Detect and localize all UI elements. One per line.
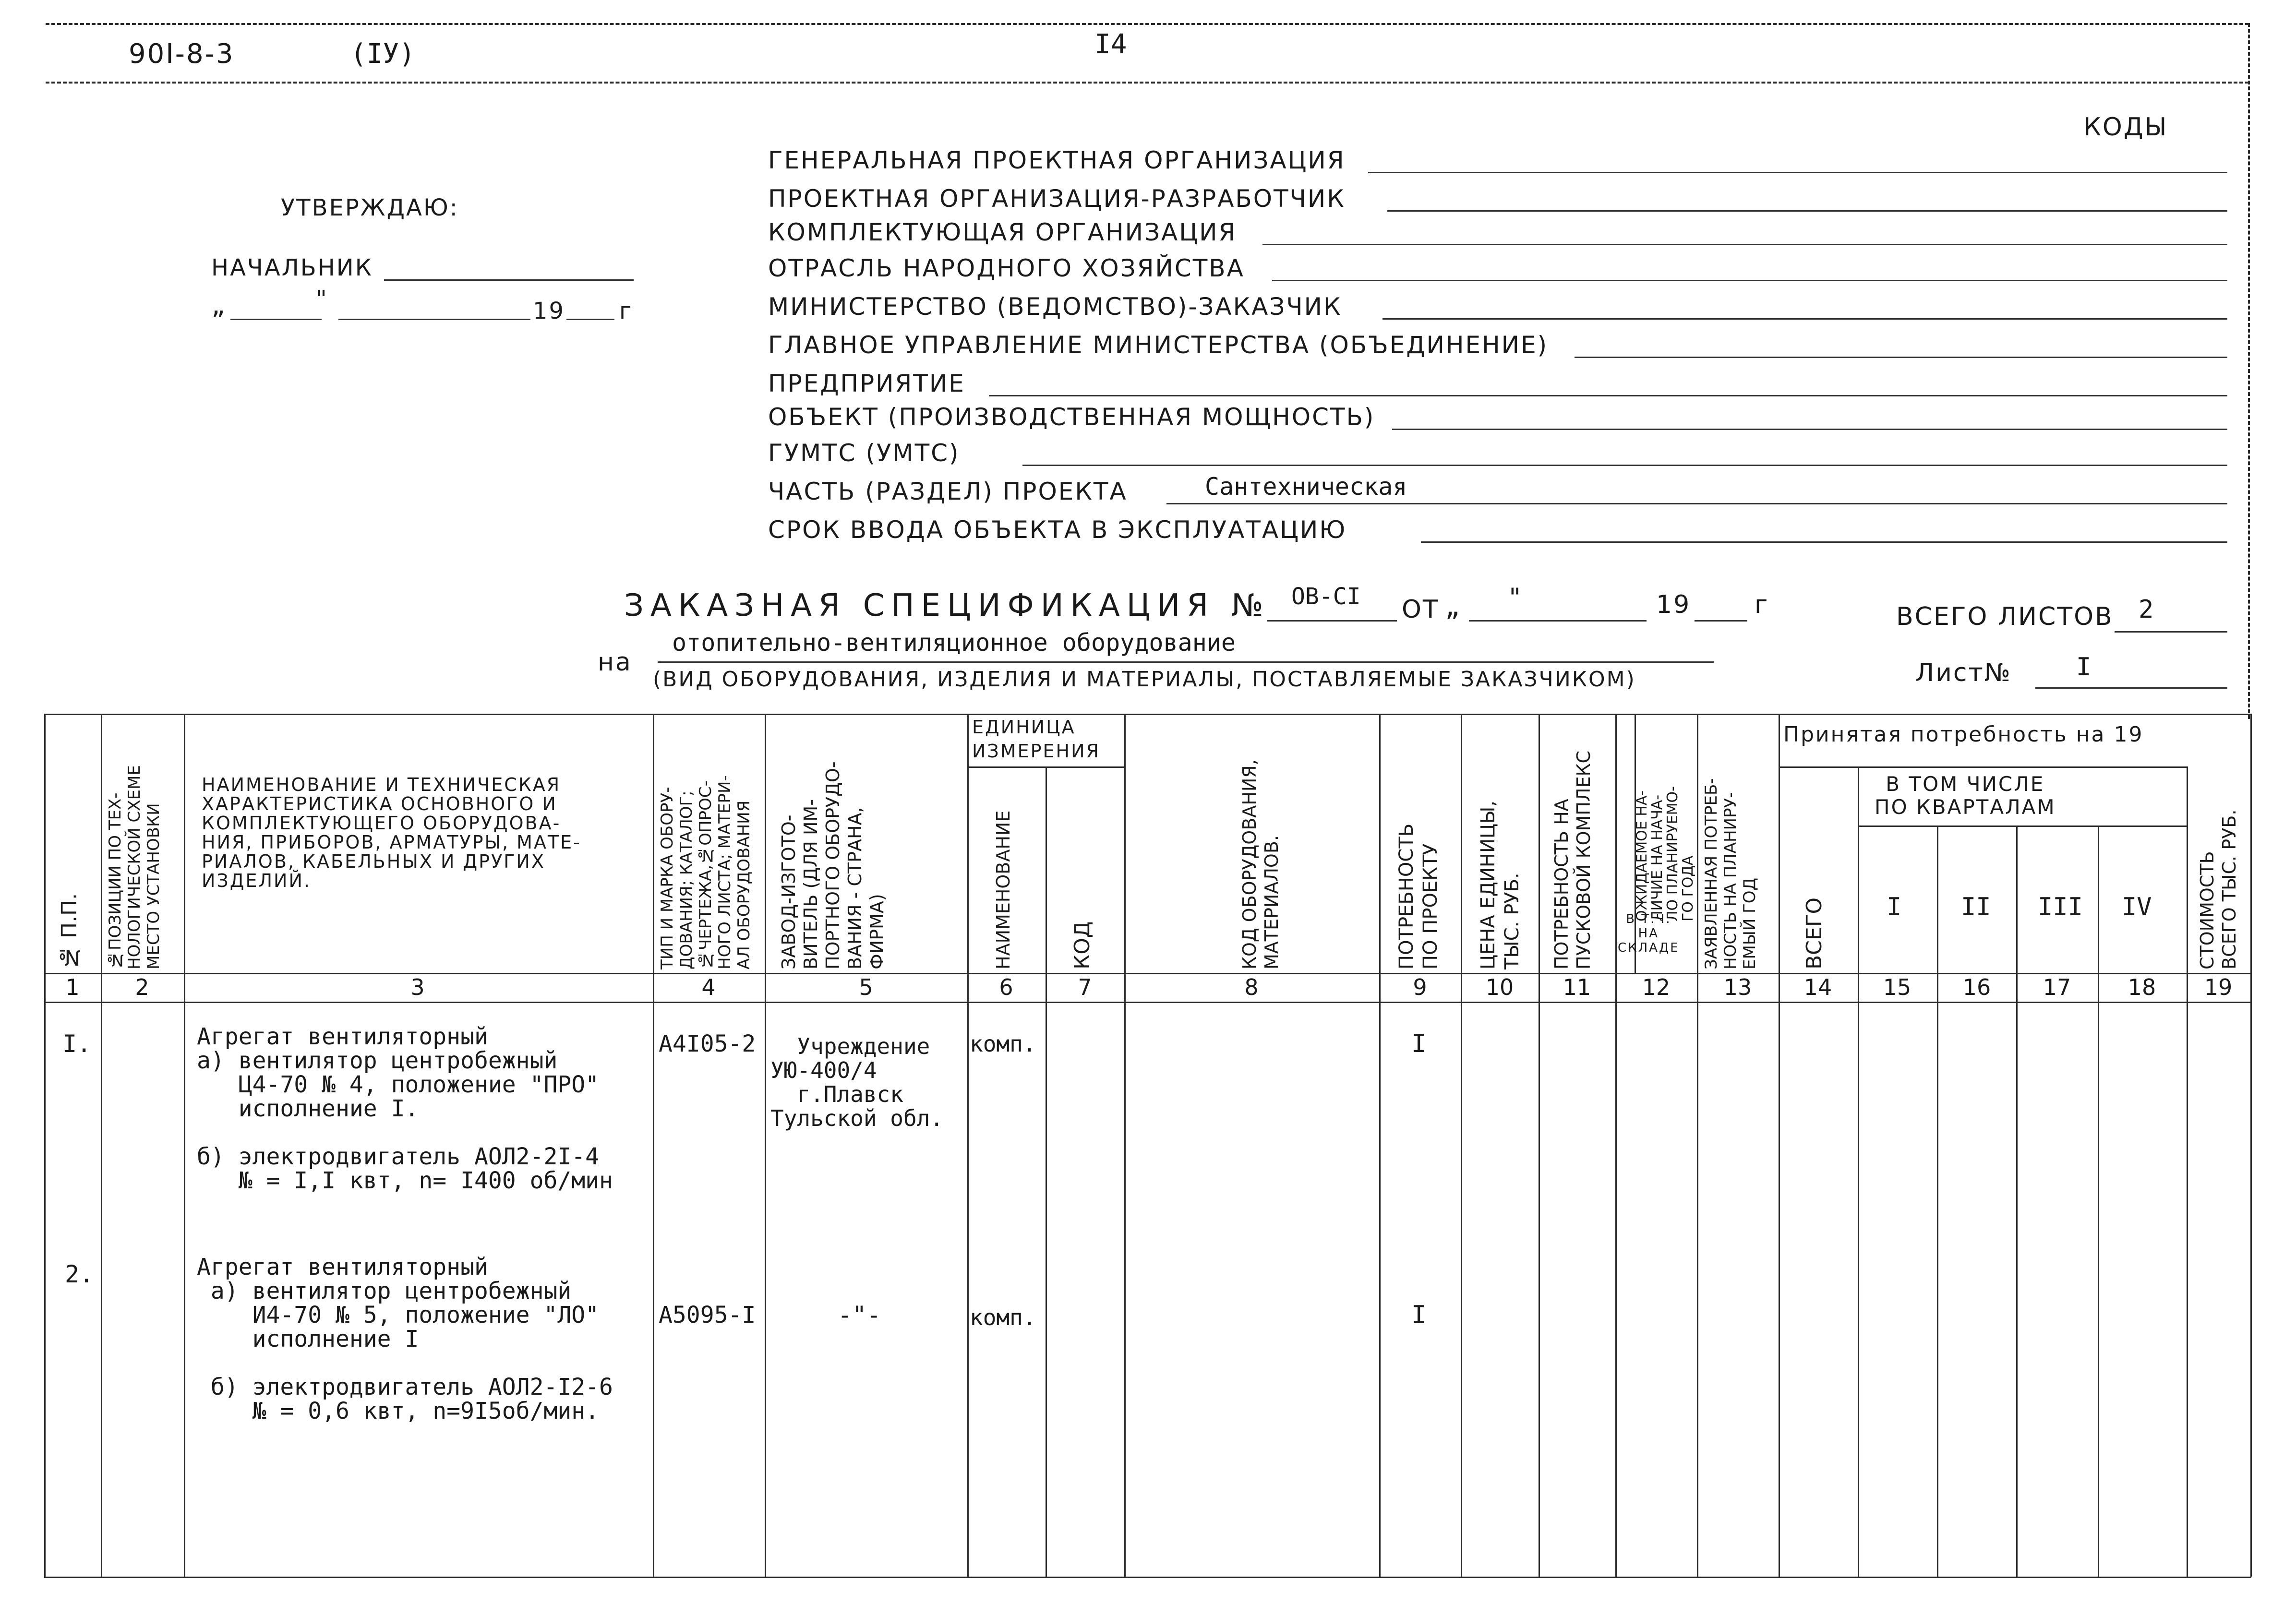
header-q1: I	[1887, 893, 1902, 921]
spec-date-from: ОТ	[1402, 595, 1440, 624]
approval-day-line	[230, 319, 322, 320]
spec-subject-line	[658, 661, 1714, 663]
header-project-need: ПОТРЕБНОСТЬ ПО ПРОЕКТУ	[1395, 823, 1442, 969]
header-declared-need: ЗАЯВЛЕННАЯ ПОТРЕБ- НОСТЬ НА ПЛАНИРУ- ЕМЫЙ ГОД	[1702, 778, 1759, 969]
col-line-5	[967, 714, 969, 1577]
colnum-10: 10	[1485, 974, 1514, 1000]
chief-signature-line	[384, 279, 634, 281]
top-dashed-line	[46, 23, 2249, 25]
header-total: ВСЕГО	[1802, 897, 1827, 969]
total-sheets-label: ВСЕГО ЛИСТОВ	[1896, 602, 2114, 631]
spec-number-line	[1267, 620, 1397, 622]
header-row-number: № П.П.	[57, 893, 82, 969]
codes-label: КОДЫ	[2083, 113, 2168, 142]
colnum-14: 14	[1803, 974, 1832, 1000]
spec-year-prefix: 19	[1656, 590, 1691, 619]
spec-date-quote-open: „	[1445, 593, 1460, 622]
spec-date-quote-mid: "	[1507, 583, 1523, 612]
colnum-17: 17	[2043, 974, 2071, 1000]
sheet-no-value: I	[2076, 653, 2092, 682]
col-line-6	[1046, 766, 1047, 1577]
col-line-11	[1615, 714, 1617, 1577]
spec-on-label: на	[598, 648, 632, 677]
field-ministry-line	[1382, 318, 2227, 320]
col-line-13	[1779, 714, 1780, 1577]
colnum-8: 8	[1244, 974, 1259, 1000]
field-complete-org-line	[1262, 244, 2227, 245]
field-commission-line	[1421, 541, 2227, 543]
field-gumts-label: ГУМТС (УМТС)	[768, 439, 960, 467]
colnum-4: 4	[701, 974, 716, 1000]
field-object-label: ОБЪЕКТ (ПРОИЗВОДСТВЕННАЯ МОЩНОСТЬ)	[768, 403, 1375, 431]
spec-number: ОВ-СI	[1291, 583, 1361, 610]
row2-manufacturer: -"-	[838, 1301, 881, 1329]
field-main-dept-line	[1575, 357, 2227, 358]
col-line-1	[101, 714, 102, 1577]
header-unit-name: НАИМЕНОВАНИЕ	[993, 810, 1014, 969]
col-line-4	[765, 714, 766, 1577]
approval-year-suffix: г	[619, 298, 633, 324]
col-line-14	[1858, 766, 1859, 1577]
approval-date-quote-open: „	[211, 293, 225, 320]
total-sheets-line	[2115, 631, 2227, 633]
field-general-org-label: ГЕНЕРАЛЬНАЯ ПРОЕКТНАЯ ОРГАНИЗАЦИЯ	[768, 146, 1346, 174]
row1-type: А4I05-2	[659, 1030, 756, 1057]
row2-name: Агрегат вентиляторный а) вентилятор центробежный И4-70 № 5, положение "ЛО" исполнение I б) электродвигатель АОЛ2-I2-6 № = 0,6 квт, n=9I5об/мин.	[197, 1254, 613, 1424]
col-line-10	[1539, 714, 1540, 1577]
sheet-no-label: Лист№	[1915, 658, 2012, 687]
colnum-2: 2	[135, 974, 149, 1000]
approval-title: УТВЕРЖДАЮ:	[281, 194, 459, 221]
colnum-18: 18	[2128, 974, 2156, 1000]
row2-quantity: I	[1411, 1301, 1427, 1329]
header-unit-price: ЦЕНА ЕДИНИЦЫ, ТЫС. РУБ.	[1477, 801, 1523, 969]
colnum-16: 16	[1962, 974, 1991, 1000]
header-unit-group: ЕДИНИЦА ИЗМЕРЕНИЯ	[972, 717, 1100, 762]
colnum-3: 3	[410, 974, 425, 1000]
doc-code: 90I-8-3	[129, 38, 235, 70]
colnum-12: 12	[1642, 974, 1671, 1000]
page-number: I4	[1094, 29, 1127, 60]
header-type-brand: ТИП И МАРКА ОБОРУ- ДОВАНИЯ; КАТАЛОГ; №ЧЕРТЕЖА,№ОПРОС- НОГО ЛИСТА; МАТЕРИ- АЛ ОБОРУДОВАНИЯ	[658, 775, 754, 969]
row1-manufacturer: Учреждение УЮ-400/4 г.Плавск Тульской обл.	[770, 1033, 944, 1131]
header-in-warehouse: В Т.Ч. НА СКЛАДЕ	[1618, 912, 1680, 955]
field-main-dept-label: ГЛАВНОЕ УПРАВЛЕНИЕ МИНИСТЕРСТВА (ОБЪЕДИНЕНИЕ)	[768, 331, 1549, 359]
field-gumts-line	[1022, 465, 2227, 466]
colnum-1: 1	[65, 974, 80, 1000]
table-left-border	[44, 714, 46, 1577]
header-total-cost: СТОИМОСТЬ ВСЕГО ТЫС. РУБ.	[2197, 809, 2240, 969]
colnum-bottom-border	[44, 1002, 2251, 1003]
row2-type: А5095-I	[659, 1302, 756, 1328]
header-dashed-line	[46, 82, 2249, 84]
field-ministry-label: МИНИСТЕРСТВО (ВЕДОМСТВО)-ЗАКАЗЧИК	[768, 293, 1342, 321]
colnum-11: 11	[1563, 974, 1591, 1000]
field-enterprise-label: ПРЕДПРИЯТИЕ	[768, 370, 965, 397]
accepted-group-rule	[1779, 766, 2187, 768]
header-q2: II	[1961, 893, 1991, 921]
row1-unit: комп.	[970, 1031, 1036, 1057]
header-manufacturer: ЗАВОД-ИЗГОТО- ВИТЕЛЬ (ДЛЯ ИМ- ПОРТНОГО ОБОРУДО- ВАНИЯ - СТРАНА, ФИРМА)	[778, 761, 888, 969]
header-name-description: НАИМЕНОВАНИЕ И ТЕХНИЧЕСКАЯ ХАРАКТЕРИСТИКА ОСНОВНОГО И КОМПЛЕКТУЮЩЕГО ОБОРУДОВА- НИЯ, ПРИБОРОВ, АРМАТУРЫ, МАТЕ- РИАЛОВ, КАБЕЛЬНЫХ И ДРУГИХ ИЗДЕЛИЙ.	[202, 774, 581, 891]
spec-year-line	[1695, 620, 1747, 622]
header-unit-code: КОД	[1070, 921, 1094, 969]
header-position: №ПОЗИЦИИ ПО ТЕХ- НОЛОГИЧЕСКОЙ СХЕМЕ МЕСТО УСТАНОВКИ	[106, 765, 163, 969]
colnum-9: 9	[1413, 974, 1427, 1000]
field-section-value: Сантехническая	[1205, 473, 1407, 501]
col-line-17	[2098, 825, 2099, 1577]
table-top-border	[44, 714, 2251, 715]
col-line-8	[1379, 714, 1381, 1577]
field-industry-label: ОТРАСЛЬ НАРОДНОГО ХОЗЯЙСТВА	[768, 254, 1245, 282]
field-section-line	[1166, 503, 2227, 504]
field-section-label: ЧАСТЬ (РАЗДЕЛ) ПРОЕКТА	[768, 478, 1128, 505]
col-line-3	[653, 714, 654, 1577]
chief-label: НАЧАЛЬНИК	[211, 254, 373, 281]
header-quarters-group: В ТОМ ЧИСЛЕ ПО КВАРТАЛАМ	[1875, 772, 2056, 819]
header-startup-need: ПОТРЕБНОСТЬ НА ПУСКОВОЙ КОМПЛЕКС	[1551, 751, 1594, 969]
col-line-7	[1124, 714, 1126, 1577]
field-developer-org-line	[1387, 210, 2227, 212]
header-item-code: КОД ОБОРУДОВАНИЯ, МАТЕРИАЛОВ.	[1239, 759, 1282, 969]
total-sheets-value: 2	[2139, 595, 2154, 624]
field-commission-label: СРОК ВВОДА ОБЪЕКТА В ЭКСПЛУАТАЦИЮ	[768, 516, 1347, 544]
header-expected-stock: ОЖИДАЕМОЕ НА- ЛИЧИЕ НА НАЧА- ЛО ПЛАНИРУЕМО- ГО ГОДА	[1634, 786, 1696, 921]
row1-number: I.	[62, 1030, 92, 1058]
row2-unit: комп.	[970, 1304, 1036, 1330]
table-bottom-border	[44, 1577, 2251, 1578]
row1-name: Агрегат вентиляторный а) вентилятор центробежный Ц4-70 № 4, положение "ПРО" исполнение I. б) электродвигатель АОЛ2-2I-4 № = I,I квт, n= I400 об/мин	[197, 1023, 613, 1194]
volume-number: (IУ)	[350, 38, 415, 70]
colnum-7: 7	[1078, 974, 1092, 1000]
field-enterprise-line	[989, 395, 2227, 396]
sheet-no-line	[2035, 687, 2227, 689]
approval-date-quote-mid: "	[314, 286, 328, 312]
spec-year-suffix: г	[1755, 590, 1769, 619]
col-line-18	[2187, 766, 2188, 1577]
row1-quantity: I	[1411, 1029, 1427, 1058]
spec-subject: отопительно-вентиляционное оборудование	[672, 629, 1236, 657]
colnum-15: 15	[1883, 974, 1911, 1000]
field-general-org-line	[1368, 172, 2227, 173]
header-q4: IV	[2122, 893, 2152, 921]
colnum-13: 13	[1723, 974, 1752, 1000]
row2-number: 2.	[65, 1260, 94, 1288]
spec-subject-caption: (ВИД ОБОРУДОВАНИЯ, ИЗДЕЛИЯ И МАТЕРИАЛЫ, ПОСТАВЛЯЕМЫЕ ЗАКАЗЧИКОМ)	[653, 667, 1636, 692]
col-line-2	[184, 714, 185, 1577]
spec-date-line	[1469, 620, 1647, 622]
colnum-6: 6	[999, 974, 1013, 1000]
approval-year-prefix: 19	[533, 298, 565, 324]
quarters-group-rule	[1858, 825, 2187, 827]
field-complete-org-label: КОМПЛЕКТУЮЩАЯ ОРГАНИЗАЦИЯ	[768, 218, 1237, 246]
col-line-12	[1697, 714, 1698, 1577]
right-border-dashed	[2248, 23, 2250, 719]
spec-title: ЗАКАЗНАЯ СПЕЦИФИКАЦИЯ №	[624, 588, 1270, 623]
field-industry-line	[1272, 280, 2227, 281]
approval-month-line	[338, 319, 530, 320]
approval-year-line	[566, 319, 614, 320]
table-right-border	[2250, 714, 2252, 1577]
field-developer-org-label: ПРОЕКТНАЯ ОРГАНИЗАЦИЯ-РАЗРАБОТЧИК	[768, 185, 1346, 213]
col-line-9	[1461, 714, 1462, 1577]
field-object-line	[1392, 429, 2227, 430]
col-line-15	[1937, 825, 1938, 1577]
header-accepted-group: Принятая потребность на 19	[1783, 722, 2144, 747]
header-q3: III	[2038, 893, 2083, 921]
colnum-5: 5	[859, 974, 873, 1000]
col-line-16	[2016, 825, 2018, 1577]
colnum-19: 19	[2204, 974, 2233, 1000]
